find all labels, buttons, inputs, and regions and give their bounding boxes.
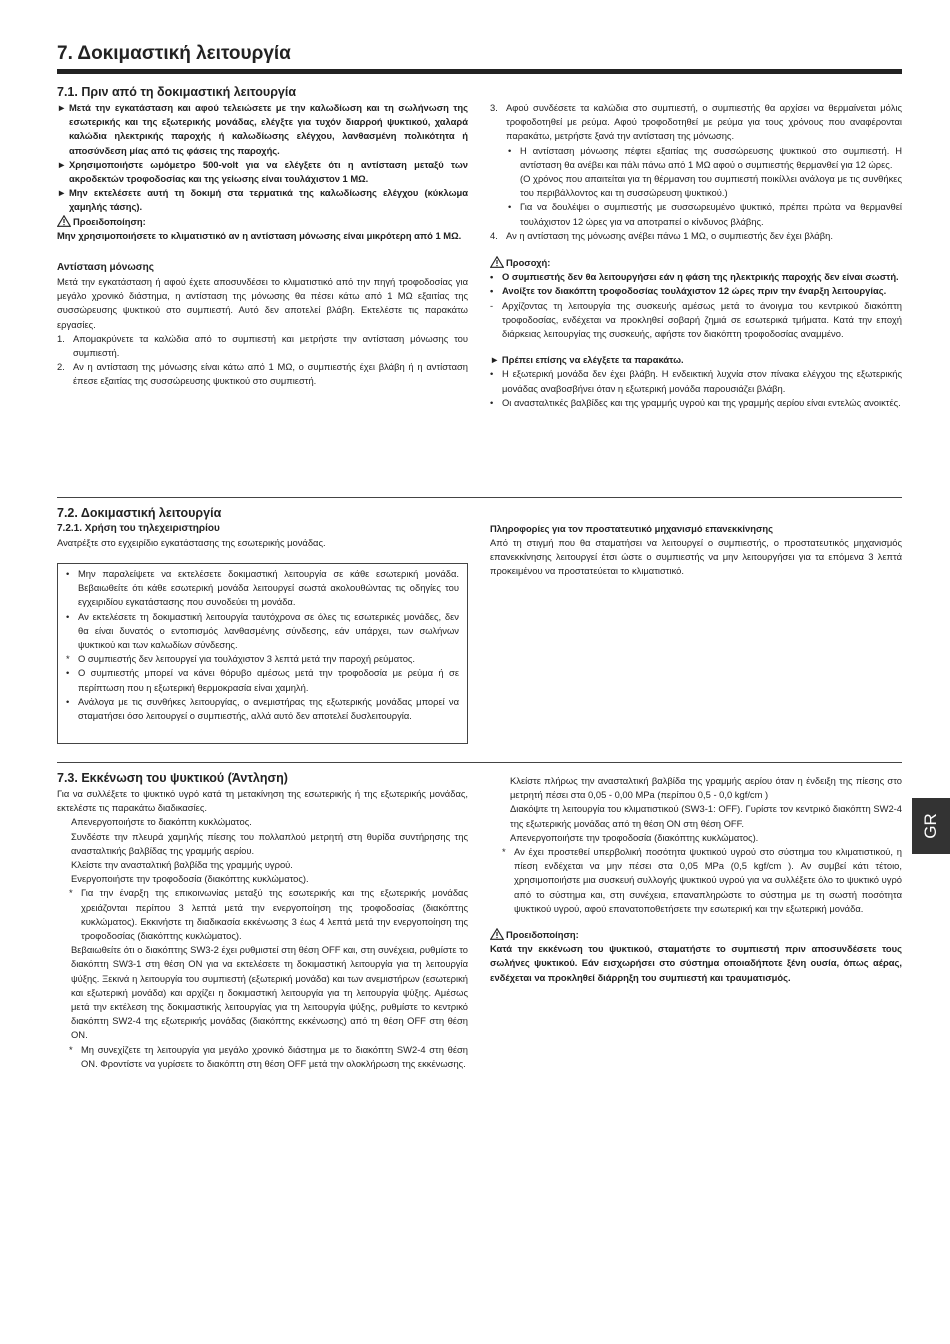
list-item: • Για να δουλέψει ο συμπιεστής με συσσωρευμένο ψυκτικό, πρέπει πρώτα να θερμανθεί τουλάχιστον 12 ώρες για να αποτραπεί ο κίνδυνος βλάβης. bbox=[508, 201, 902, 227]
section-heading: 7.2. Δοκιμαστική λειτουργία bbox=[57, 506, 222, 520]
pumpdown-step: Κλείστε πλήρως την ανασταλτική βαλβίδα της γραμμής αερίου όταν η ένδειξη της πίεσης στο μετρητή πέσει στα 0,05 - 0,00 MPa (περίπου 0,5 - 0,0 kgf/cm ) bbox=[510, 775, 902, 801]
pumpdown-step: Ενεργοποιήστε την τροφοδοσία (διακόπτης κυκλώματος). bbox=[71, 873, 309, 885]
list-item: ► Μετά την εγκατάσταση και αφού τελειώσετε με την καλωδίωση και τη σωλήνωση της εσωτερικής και της εξωτερικής μονάδας, ελέγξτε για τυχόν διαρροή ψυκτικού, χαλαρά καλώδια ηλεκτρικής παροχής ή καλωδίωσης ελέγχου, λανθασμένη πολικότητα ή αποσύνδεση μίας από τις φάσεις της παροχής. bbox=[57, 102, 468, 156]
list-item: • Αν εκτελέσετε τη δοκιμαστική λειτουργία ταυτόχρονα σε όλες τις εσωτερικές μονάδες, δεν θα είναι δυνατός ο εντοπισμός λανθασμένης σύνδεσης, εάν υπάρχει, των σωλήνων ψυκτικού και των καλωδίων σύνδεσης. bbox=[66, 610, 459, 651]
notice-box bbox=[57, 563, 468, 744]
section-7-2-left bbox=[57, 505, 468, 550]
insulation-heading: Αντίσταση μόνωσης bbox=[57, 262, 154, 274]
subsection-heading: 7.2.1. Χρήση του τηλεχειριστηρίου bbox=[57, 523, 220, 534]
list-item: • Η εξωτερική μονάδα δεν έχει βλάβη. Η ενδεικτική λυχνία στον πίνακα ελέγχου της εξωτερικής μονάδας αναβοσβήνει όταν η εξωτερική μονάδα παρουσιάζει βλάβη. bbox=[490, 368, 902, 394]
list-item: 4. Αν η αντίσταση της μόνωσης ανέβει πάνω 1 MΩ, ο συμπιεστής δεν έχει βλάβη. bbox=[490, 229, 833, 241]
section-7-3-left bbox=[57, 770, 468, 1071]
pumpdown-intro: Για να συλλέξετε το ψυκτικό υγρό κατά τη μετακίνηση της εσωτερικής ή της εξωτερικής μονάδας, εκτελέστε τις παρακάτω διαδικασίες. bbox=[57, 788, 468, 814]
section-7-1-right bbox=[490, 101, 902, 410]
note: * Για την έναρξη της επικοινωνίας μεταξύ της εσωτερικής και της εξωτερικής μονάδας χρειάζονται περίπου 3 λεπτά μετά την ενεργοποίηση της τροφοδοσίας (διακόπτης κυκλώματος). Εκκινήστε τη διαδικασία εκκένωσης 3 έως 4 λεπτά μετά την ενεργοποίηση της τροφοδοσίας (διακόπτης κυκλώματος). bbox=[69, 887, 468, 942]
list-item: - Αρχίζοντας τη λειτουργία της συσκευής αμέσως μετά το άνοιγμα του κεντρικού διακόπτη τροφοδοσίας, ενδέχεται να προκληθεί σοβαρή ζημιά σε εσωτερικά τμήματα. Κατά την εποχή διάρκειας λειτουργίας της συσκευής, αφήστε τον διακόπτη τροφοδοσίας αναμμένο. bbox=[490, 299, 902, 340]
subsection-text: Ανατρέξτε στο εγχειρίδιο εγκατάστασης της εσωτερικής μονάδας. bbox=[57, 537, 326, 548]
list-item: • Οι ανασταλτικές βαλβίδες και της γραμμής υγρού και της γραμμής αερίου είναι εντελώς ανοικτές. bbox=[490, 396, 901, 408]
pumpdown-step: Διακόψτε τη λειτουργία του κλιματιστικού (SW3-1: OFF). Γυρίστε τον κεντρικό διακόπτη SW2-4 της εξωτερικής μονάδας από τη θέση ON στη θέση OFF. bbox=[510, 803, 902, 829]
caution-label: Προσοχή: bbox=[490, 256, 902, 270]
note: * Μη συνεχίζετε τη λειτουργία για μεγάλο χρονικό διάστημα με το διακόπτη SW2-4 στη θέση ON. Φροντίστε να γυρίσετε το διακόπτη στη θέση OFF μετά την ολοκλήρωση της εκκένωσης. bbox=[69, 1043, 468, 1069]
list-item: • Ανοίξτε τον διακόπτη τροφοδοσίας τουλάχιστον 12 ώρες πριν την έναρξη λειτουργίας. bbox=[490, 285, 887, 297]
note: (Ο χρόνος που απαιτείται για τη θέρμανση του συμπιεστή ποικίλλει ανάλογα με τις συνθήκες του περιβάλλοντος και τη συσσώρευση ψυκτικού.) bbox=[520, 173, 902, 199]
insulation-text: Μετά την εγκατάσταση ή αφού έχετε αποσυνδέσει το κλιματιστικό από την πηγή τροφοδοσίας για μεγάλο χρονικό διάστημα, η αντίσταση της μόνωσης θα πέσει κάτω από 1 MΩ εξαιτίας της συσσώρευσης ψυκτικού στο συμπιεστή. Αυτό δεν αποτελεί βλάβη. Εκτελέστε τις παρακάτω εργασίες. bbox=[57, 276, 468, 330]
warning-icon bbox=[57, 215, 71, 227]
list-item: • Ανάλογα με τις συνθήκες λειτουργίας, ο ανεμιστήρας της εξωτερικής μονάδας μπορεί να σταματήσει όσο λειτουργεί ο συμπιεστής, αλλά αυτό δεν αποτελεί δυσλειτουργία. bbox=[66, 695, 459, 722]
warning-label: Προειδοποίηση: bbox=[57, 215, 468, 229]
list-item: 2. Αν η αντίσταση της μόνωσης είναι κάτω από 1 MΩ, ο συμπιεστής έχει βλάβη ή η αντίσταση έπεσε εξαιτίας της συσσώρευσης ψυκτικού στο συμπιεστή. bbox=[57, 361, 468, 387]
section-7-1-left bbox=[57, 84, 468, 389]
section-7-2-right bbox=[490, 522, 902, 579]
list-item: • Ο συμπιεστής μπορεί να κάνει θόρυβο αμέσως μετά την τροφοδοσία με ρεύμα ή σε περίπτωση που η εξωτερική θερμοκρασία είναι χαμηλή. bbox=[66, 667, 459, 693]
list-item: ► Χρησιμοποιήστε ωμόμετρο 500-volt για να ελέγξετε ότι η αντίσταση μεταξύ των ακροδεκτών τροφοδοσίας και της γείωσης είναι τουλάχιστον 1 MΩ. bbox=[57, 158, 468, 185]
restart-text: Από τη στιγμή που θα σταματήσει να λειτουργεί ο συμπιεστής, ο προστατευτικός μηχανισμός επανεκκίνησης λειτουργεί έτσι ώστε ο συμπιεστής να μην λειτουργήσει για τα επόμενα 3 λεπτά προκειμένου να προστατεύεται το κλιματιστικό. bbox=[490, 537, 902, 577]
list-item: • Μην παραλείψετε να εκτελέσετε δοκιμαστική λειτουργία σε κάθε εσωτερική μονάδα. Βεβαιωθείτε ότι κάθε εσωτερική μονάδα λειτουργεί σωστά ακολουθώντας τις οδηγίες του εγχειριδίου εγκατάστασης που συνοδεύει τη μονάδα. bbox=[66, 568, 459, 608]
language-tab: GR bbox=[912, 798, 950, 854]
section-divider bbox=[57, 762, 902, 763]
list-item: 3. Αφού συνδέσετε τα καλώδια στο συμπιεστή, ο συμπιεστής θα αρχίσει να θερμαίνεται μόλις τροφοδοτηθεί με ρεύμα. Αφού τροφοδοτηθεί με ρεύμα για τους χρόνους που αναφέρονται παρακάτω, μετρήστε ξανά την αντίσταση της μόνωσης. bbox=[490, 102, 902, 142]
check-heading: ► Πρέπει επίσης να ελέγξετε τα παρακάτω. bbox=[490, 354, 684, 366]
page-title: 7. Δοκιμαστική λειτουργία bbox=[57, 43, 291, 64]
section-divider bbox=[57, 497, 902, 498]
restart-heading: Πληροφορίες για τον προστατευτικό μηχανισμό επανεκκίνησης bbox=[490, 523, 773, 534]
pumpdown-step: Συνδέστε την πλευρά χαμηλής πίεσης του πολλαπλού μετρητή στη θυρίδα συντήρησης της ανασταλτικής βαλβίδας της γραμμής αερίου. bbox=[71, 830, 468, 856]
warning-text: Μην χρησιμοποιήσετε το κλιματιστικό αν η αντίσταση μόνωσης είναι μικρότερη από 1 MΩ. bbox=[57, 229, 462, 241]
title-rule bbox=[57, 69, 902, 74]
list-item: • Ο συμπιεστής δεν θα λειτουργήσει εάν η φάση της ηλεκτρικής παροχής δεν είναι σωστή. bbox=[490, 271, 899, 283]
pumpdown-step: Απενεργοποιήστε την τροφοδοσία (διακόπτης κυκλώματος). bbox=[510, 831, 759, 843]
pumpdown-step: Βεβαιωθείτε ότι ο διακόπτης SW3-2 έχει ρυθμιστεί στη θέση OFF και, στη συνέχεια, ρυθμίστε το διακόπτη SW3-1 στη θέση ON για να εκτελέσετε τη δοκιμαστική λειτουργία για τη λειτουργία ψύξης. Ξεκινά η λειτουργία του συμπιεστή (εξωτερική μονάδα) και των ανεμιστήρων (εσωτερική και εξωτερική μονάδα) και αρχίζει η δοκιμαστική λειτουργία για τη λειτουργία ψύξης. Αμέσως μετά την εκτέλεση της δοκιμαστικής λειτουργίας για τη λειτουργία ψύξης, ρυθμίστε το κεντρικό διακόπτη SW2-4 της εξωτερικής μονάδας (διακόπτης εκκένωσης) από τη θέση OFF στη θέση ON. bbox=[71, 944, 468, 1041]
column-divider bbox=[479, 100, 480, 490]
list-item: 1. Απομακρύνετε τα καλώδια από το συμπιεστή και μετρήστε την αντίσταση μόνωσης του συμπιεστή. bbox=[57, 332, 468, 359]
section-7-3-right bbox=[490, 774, 902, 985]
warning-text: Κατά την εκκένωση του ψυκτικού, σταματήστε το συμπιεστή πριν αποσυνδέσετε τους σωλήνες ψυκτικού. Εάν εισχωρήσει στο σύστημα οποιαδήποτε ξένη ουσία, όπως αέρας, ενδέχεται να προκληθεί διάρρηξη του συμπιεστή και τραυματισμός. bbox=[490, 943, 902, 983]
list-item: • Η αντίσταση μόνωσης πέφτει εξαιτίας της συσσώρευσης ψυκτικού στο συμπιεστή. Η αντίσταση θα ανέβει και πάλι πάνω από 1 MΩ αφού ο συμπιεστής θερμανθεί για 12 ώρες. bbox=[508, 144, 902, 170]
note: * Αν έχει προστεθεί υπερβολική ποσότητα ψυκτικού υγρού στο σύστημα του κλιματιστικού, η πίεση ενδέχεται να μην πέσει στα 0,05 MPa (0,5 kgf/cm ). Αν συμβεί κάτι τέτοιο, χρησιμοποιήστε μια συσκευή συλλογής ψυκτικού υγρού για να συλλέξετε όλο το ψυκτικό υγρό από το σύστημα και, στη συνέχεια, επαναπληρώστε το σύστημα με τη σωστή ποσότητα ψυκτικού υγρού, αφού επανατοποθετήσετε την εσωτερική και την εξωτερική μονάδα. bbox=[502, 846, 902, 914]
list-item: ► Μην εκτελέσετε αυτή τη δοκιμή στα τερματικά της καλωδίωσης ελέγχου (κύκλωμα χαμηλής τάσης). bbox=[57, 187, 468, 213]
pumpdown-step: Απενεργοποιήστε το διακόπτη κυκλώματος. bbox=[71, 816, 252, 828]
warning-icon bbox=[490, 928, 504, 940]
list-item: * Ο συμπιεστής δεν λειτουργεί για τουλάχιστον 3 λεπτά μετά την παροχή ρεύματος. bbox=[66, 653, 416, 665]
warning-label: Προειδοποίηση: bbox=[490, 928, 902, 942]
pumpdown-step: Κλείστε την ανασταλτική βαλβίδα της γραμμής υγρού. bbox=[71, 859, 293, 871]
section-heading: 7.3. Εκκένωση του ψυκτικού (Άντληση) bbox=[57, 771, 288, 785]
section-heading: 7.1. Πριν από τη δοκιμαστική λειτουργία bbox=[57, 85, 297, 99]
warning-icon bbox=[490, 256, 504, 268]
